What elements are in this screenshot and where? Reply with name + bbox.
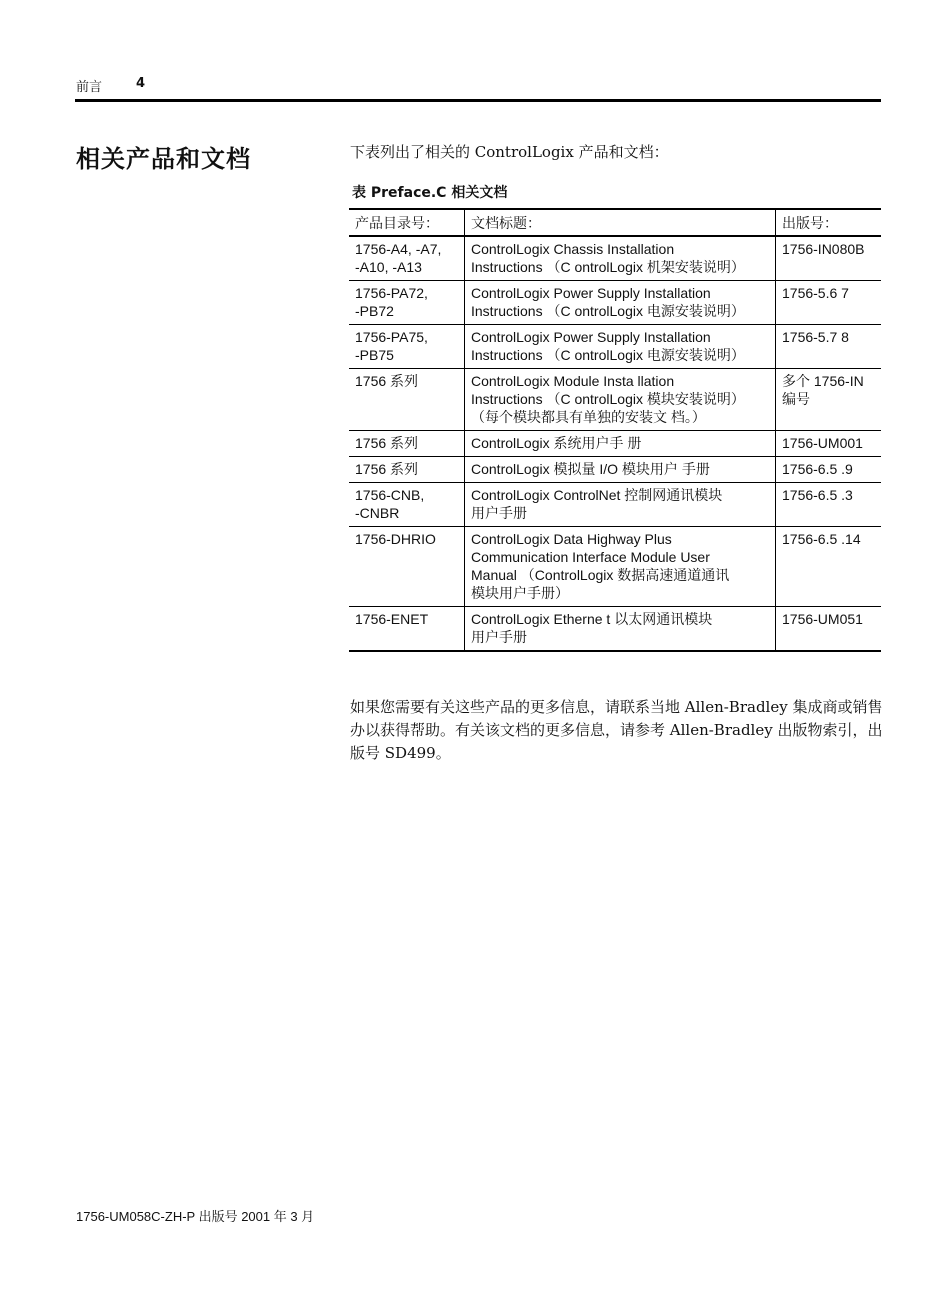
- publication-cell: [776, 325, 882, 369]
- title-cell-line: ControlLogix Data Highway Plus: [471, 531, 672, 547]
- publication-cell-line: 编号: [782, 391, 810, 407]
- catalog-cell-line: 1756 系列: [355, 373, 419, 389]
- title-cell-line: ControlLogix Module Insta llation: [471, 373, 675, 389]
- catalog-cell: [349, 431, 465, 457]
- title-cell-line: ControlLogix Chassis Installation: [471, 241, 675, 257]
- title-cell: [465, 431, 776, 457]
- title-cell-line: ControlLogix Etherne t 以太网通讯模块: [471, 611, 713, 627]
- catalog-cell-line: 1756-A4, -A7,: [355, 241, 442, 257]
- header-publication: 出版号：: [776, 209, 882, 236]
- title-cell-line: 用户手册: [471, 629, 527, 645]
- table-row: [349, 457, 881, 483]
- publication-cell: [776, 369, 882, 431]
- title-cell: [465, 483, 776, 527]
- table-row: [349, 431, 881, 457]
- related-docs-table: [349, 208, 881, 652]
- publication-cell: [776, 431, 882, 457]
- title-cell-line: ControlLogix Power Supply Installation: [471, 329, 711, 345]
- table-row: [349, 236, 881, 281]
- catalog-cell-line: 1756-PA75,: [355, 329, 428, 345]
- catalog-cell-line: -PB72: [355, 303, 394, 319]
- title-cell-line: （每个模块都具有单独的安装文 档。）: [471, 409, 706, 425]
- title-cell: [465, 325, 776, 369]
- publication-cell: [776, 281, 882, 325]
- closing-paragraph: 如果您需要有关这些产品的更多信息，请联系当地 Allen-Bradley 集成商或销售办以获得帮助。有关该文档的更多信息，请参考 Allen-Bradley 出版物索引，出版号 SD499。: [350, 698, 883, 762]
- publication-cell-line: 1756-IN080B: [782, 241, 865, 257]
- table-row: [349, 325, 881, 369]
- title-cell: [465, 281, 776, 325]
- intro-text: 下表列出了相关的 ControlLogix 产品和文档：: [350, 143, 669, 161]
- running-header: [76, 76, 146, 95]
- table-row: [349, 607, 881, 652]
- catalog-cell: [349, 281, 465, 325]
- catalog-cell-line: -A10, -A13: [355, 259, 422, 275]
- catalog-cell-line: 1756-DHRIO: [355, 531, 436, 547]
- title-cell-line: ControlLogix ControlNet 控制网通讯模块: [471, 487, 723, 503]
- catalog-cell-line: 1756 系列: [355, 461, 419, 477]
- header-catalog: 产品目录号：: [355, 215, 439, 231]
- title-cell-line: Manual （ControlLogix 数据高速通道通讯: [471, 567, 730, 583]
- catalog-cell: [349, 369, 465, 431]
- page-footer: 1756-UM058C-ZH-P 出版号 2001 年 3 月: [76, 1209, 315, 1224]
- publication-cell: [776, 236, 882, 281]
- publication-cell-line: 1756-UM051: [782, 611, 863, 627]
- title-cell-line: ControlLogix 系统用户手 册: [471, 435, 642, 451]
- page-number: 4: [136, 76, 146, 91]
- publication-cell-line: 1756-6.5 .14: [782, 531, 861, 547]
- title-cell: [465, 236, 776, 281]
- table-row: [349, 369, 881, 431]
- publication-cell: [776, 483, 882, 527]
- catalog-cell: [349, 527, 465, 607]
- title-cell: [465, 457, 776, 483]
- publication-cell-line: 多个 1756-IN: [782, 373, 864, 389]
- table-header-row: [349, 209, 881, 236]
- table-caption: 表 Preface.C 相关文档: [352, 185, 508, 201]
- catalog-cell-line: 1756 系列: [355, 435, 419, 451]
- title-cell: [465, 369, 776, 431]
- publication-cell-line: 1756-5.7 8: [782, 329, 849, 345]
- catalog-cell: [349, 236, 465, 281]
- catalog-cell-line: 1756-CNB,: [355, 487, 425, 503]
- catalog-cell-line: 1756-PA72,: [355, 285, 428, 301]
- title-cell-line: Instructions （C ontrolLogix 电源安装说明）: [471, 303, 745, 319]
- section-title: 相关产品和文档: [76, 145, 251, 173]
- table-row: [349, 483, 881, 527]
- publication-cell-line: 1756-5.6 7: [782, 285, 849, 301]
- catalog-cell: [349, 457, 465, 483]
- title-cell-line: ControlLogix Power Supply Installation: [471, 285, 711, 301]
- catalog-cell-line: 1756-ENET: [355, 611, 429, 627]
- publication-cell-line: 1756-6.5 .3: [782, 487, 853, 503]
- publication-cell-line: 1756-6.5 .9: [782, 461, 853, 477]
- title-cell-line: Instructions （C ontrolLogix 机架安装说明）: [471, 259, 745, 275]
- title-cell-line: Instructions （C ontrolLogix 模块安装说明）: [471, 391, 745, 407]
- table-row: [349, 527, 881, 607]
- title-cell-line: 用户手册: [471, 505, 527, 521]
- title-cell: [465, 607, 776, 652]
- title-cell-line: Instructions （C ontrolLogix 电源安装说明）: [471, 347, 745, 363]
- publication-cell: [776, 607, 882, 652]
- catalog-cell: [349, 607, 465, 652]
- publication-cell: [776, 527, 882, 607]
- catalog-cell: [349, 483, 465, 527]
- header-rule: [75, 99, 881, 102]
- title-cell-line: Communication Interface Module User: [471, 549, 710, 565]
- header-title: 文档标题：: [465, 209, 776, 236]
- header-section: 前言: [76, 80, 103, 95]
- table-row: [349, 281, 881, 325]
- table-body: [349, 236, 881, 651]
- title-cell-line: 模块用户手册）: [471, 585, 569, 601]
- catalog-cell-line: -CNBR: [355, 505, 400, 521]
- publication-cell: [776, 457, 882, 483]
- publication-cell-line: 1756-UM001: [782, 435, 863, 451]
- catalog-cell-line: -PB75: [355, 347, 394, 363]
- title-cell-line: ControlLogix 模拟量 I/O 模块用户 手册: [471, 461, 710, 477]
- catalog-cell: [349, 325, 465, 369]
- title-cell: [465, 527, 776, 607]
